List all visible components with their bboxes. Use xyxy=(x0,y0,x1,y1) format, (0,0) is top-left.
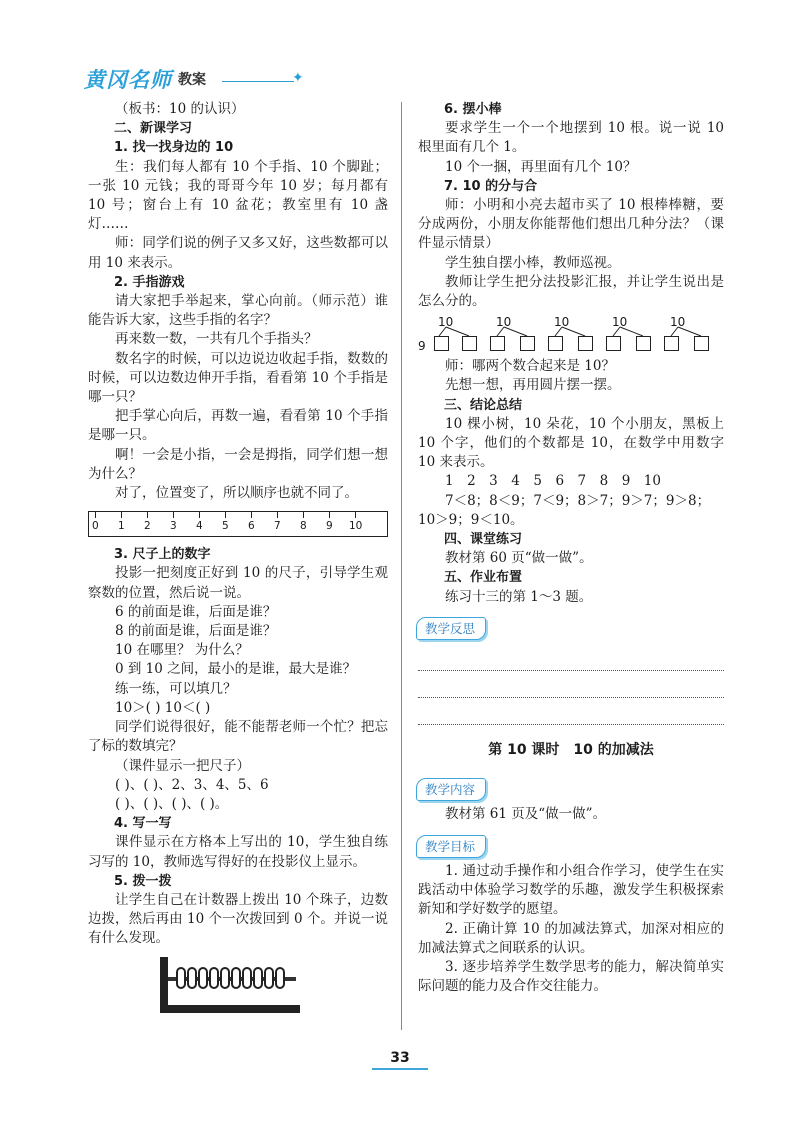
abacus-bead xyxy=(264,967,274,989)
brand-logo: 黄冈名师 xyxy=(84,68,172,92)
ruler-number: 9 xyxy=(326,520,333,533)
paragraph: 师：哪两个数合起来是 10？ xyxy=(445,358,615,375)
star-icon: ✦ xyxy=(292,70,304,86)
tag-teaching-content: 教学内容 xyxy=(416,778,486,801)
ruler-number: 0 xyxy=(92,520,99,533)
split-box xyxy=(636,336,651,351)
abacus-bead xyxy=(242,967,252,989)
brand-subtitle: 教案 xyxy=(178,72,206,88)
split-box xyxy=(434,336,449,351)
paragraph: 对了，位置变了，所以顺序也就不同了。 xyxy=(115,485,358,502)
paragraph: 先想一想，再用圆片摆一摆。 xyxy=(445,377,621,394)
ruler-number: 6 xyxy=(248,520,255,533)
reflection-line xyxy=(418,698,724,725)
column-divider xyxy=(401,102,402,1030)
page-header xyxy=(84,64,324,98)
paragraph: 要求学生一个一个地摆到 10 根。说一说 10 根里面有几个 1。 xyxy=(418,120,724,156)
split-box xyxy=(462,336,477,351)
ruler-number: 8 xyxy=(300,520,307,533)
goal-item: 1. 通过动手操作和小组合作学习，使学生在实践活动中体验学习数学的乐趣，激发学生积极探索新知和学好数学的愿望。 xyxy=(418,862,724,918)
paragraph: 教材第 60 页“做一做”。 xyxy=(445,550,593,567)
paragraph: 10 个一捆，再里面有几个 10？ xyxy=(445,158,637,175)
paragraph: 数名字的时候，可以边说边收起手指，数数的时候，可以边数边伸开手指，看看第 10 个手指是哪一只？ xyxy=(88,350,388,406)
paragraph: 投影一把刻度正好到 10 的尺子，引导学生观察数的位置，然后说一说。 xyxy=(88,565,388,601)
paragraph: 生：我们每人都有 10 个手指、10 个脚趾；一张 10 元钱；我的哥哥今年 10 岁；每月都有 10 号；窗台上有 10 盆花；教室里有 10 盏灯…… xyxy=(88,158,388,233)
split-total: 10 xyxy=(612,315,628,330)
abacus-frame-bottom xyxy=(160,1005,300,1013)
subheading: 1. 找一找身边的 10 xyxy=(114,140,234,156)
section-heading: 五、作业布置 xyxy=(444,570,523,586)
subheading: 7. 10 的分与合 xyxy=(444,178,538,194)
question: ( )、( )、( )、( )。 xyxy=(115,795,229,812)
abacus-bead xyxy=(231,967,241,989)
section-heading: 四、课堂练习 xyxy=(444,532,523,548)
split-box xyxy=(520,336,535,351)
subheading: 2. 手指游戏 xyxy=(114,274,185,290)
split-box xyxy=(578,336,593,351)
question: 练一练，可以填几？ xyxy=(115,680,237,697)
split-box xyxy=(664,336,679,351)
lesson-title: 第 10 课时 10 的加减法 xyxy=(488,742,654,759)
split-total: 10 xyxy=(670,315,686,330)
ruler-number: 1 xyxy=(118,520,125,533)
comparison-list: 7＜8；8＜9；7＜9；8＞7；9＞7；9＞8；10＞9；9＜10。 xyxy=(418,492,711,528)
paragraph: 10 棵小树，10 朵花，10 个小朋友，黑板上 10 个字，他们的个数都是 10，在数学中用数字 10 来表示。 xyxy=(418,415,724,471)
paragraph: 再来数一数，一共有几个手指头？ xyxy=(115,331,318,348)
split-box xyxy=(694,336,709,351)
page-number: 33 xyxy=(390,1050,410,1066)
question: 10＞( ) 10＜( ) xyxy=(115,699,211,716)
left-column xyxy=(88,100,388,1013)
split-box xyxy=(490,336,505,351)
section-heading: 三、结论总结 xyxy=(444,397,523,413)
split-box xyxy=(548,336,563,351)
board-note: （板书：10 的认识） xyxy=(115,101,245,117)
paragraph: 学生独自摆小棒，教师巡视。 xyxy=(445,254,621,271)
subheading: 3. 尺子上的数字 xyxy=(114,547,211,563)
abacus-bead xyxy=(209,967,219,989)
paragraph: 师：同学们说的例子又多又好，这些数都可以用 10 来表示。 xyxy=(88,235,388,271)
abacus-bead xyxy=(253,967,263,989)
goal-item: 2. 正确计算 10 的加减法算式，加深对相应的加减法算式之间联系的认识。 xyxy=(418,920,724,956)
abacus-bead xyxy=(187,967,197,989)
paragraph: 练习十三的第 1～3 题。 xyxy=(445,588,593,605)
ruler-number: 4 xyxy=(196,520,203,533)
section-heading: 二、新课学习 xyxy=(114,121,193,137)
ruler-number: 2 xyxy=(144,520,151,533)
subheading: 6. 摆小棒 xyxy=(444,102,502,117)
paragraph: 师：小明和小亮去超市买了 10 根棒棒糖，要分成两份，小朋友你能帮他们想出几种分法？（课件显示情景） xyxy=(418,197,724,252)
question: 8 的前面是谁，后面是谁？ xyxy=(115,623,277,640)
tag-teaching-reflection: 教学反思 xyxy=(416,617,486,640)
question: （课件显示一把尺子） xyxy=(115,757,250,774)
tag-teaching-goals: 教学目标 xyxy=(416,835,486,858)
subheading: 4. 写一写 xyxy=(114,816,172,832)
split-total: 10 xyxy=(438,315,454,330)
ruler-number: 3 xyxy=(170,520,177,533)
ruler-figure xyxy=(88,511,388,537)
number-split-figure xyxy=(418,313,724,353)
page-number-underline xyxy=(372,1068,428,1070)
ruler-number: 10 xyxy=(349,520,363,533)
paragraph: 课件显示在方格本上写出的 10，学生独自练习写的 10，教师选写得好的在投影仪上显示。 xyxy=(88,834,388,870)
header-rule xyxy=(222,81,294,82)
subheading: 5. 拨一拨 xyxy=(114,873,172,889)
question: 10 在哪里？ 为什么？ xyxy=(115,642,249,659)
paragraph: 教师让学生把分法投影汇报，并让学生说出是怎么分的。 xyxy=(418,273,724,310)
split-box xyxy=(606,336,621,351)
paragraph: 教材第 61 页及“做一做”。 xyxy=(445,806,607,823)
abacus-bead xyxy=(220,967,230,989)
right-column xyxy=(418,100,724,996)
ruler-number: 5 xyxy=(222,520,229,533)
paragraph: 让学生自己在计数器上拨出 10 个珠子，边数边拨，然后再由 10 个一次拨回到 0 个。并说一说有什么发现。 xyxy=(88,891,388,947)
abacus-bead xyxy=(198,967,208,989)
question: 6 的前面是谁，后面是谁？ xyxy=(115,603,277,620)
paragraph: 请大家把手举起来，掌心向前。（师示范）谁能告诉大家，这些手指的名字？ xyxy=(88,293,388,329)
paragraph: 啊！一会是小指，一会是拇指，同学们想一想为什么？ xyxy=(88,446,388,482)
abacus-figure xyxy=(160,957,300,1013)
number-sequence: 1 2 3 4 5 6 7 8 9 10 xyxy=(445,473,661,490)
reflection-line xyxy=(418,644,724,671)
split-total: 10 xyxy=(496,315,512,330)
question: ( )、( )、2、3、4、5、6 xyxy=(115,776,269,793)
ruler-number: 7 xyxy=(274,520,281,533)
paragraph: 把手掌心向后，再数一遍，看看第 10 个手指是哪一只。 xyxy=(88,408,388,444)
split-total: 10 xyxy=(554,315,570,330)
abacus-bead xyxy=(275,967,285,989)
question: 0 到 10 之间，最小的是谁，最大是谁？ xyxy=(115,661,357,678)
goal-item: 3. 逐步培养学生数学思考的能力，解决简单实际问题的能力及合作交往能力。 xyxy=(418,958,724,995)
reflection-line xyxy=(418,671,724,698)
paragraph: 同学们说得很好，能不能帮老师一个忙？把忘了标的数填完？ xyxy=(88,719,388,755)
abacus-bead xyxy=(176,967,186,989)
split-part: 9 xyxy=(418,339,426,354)
